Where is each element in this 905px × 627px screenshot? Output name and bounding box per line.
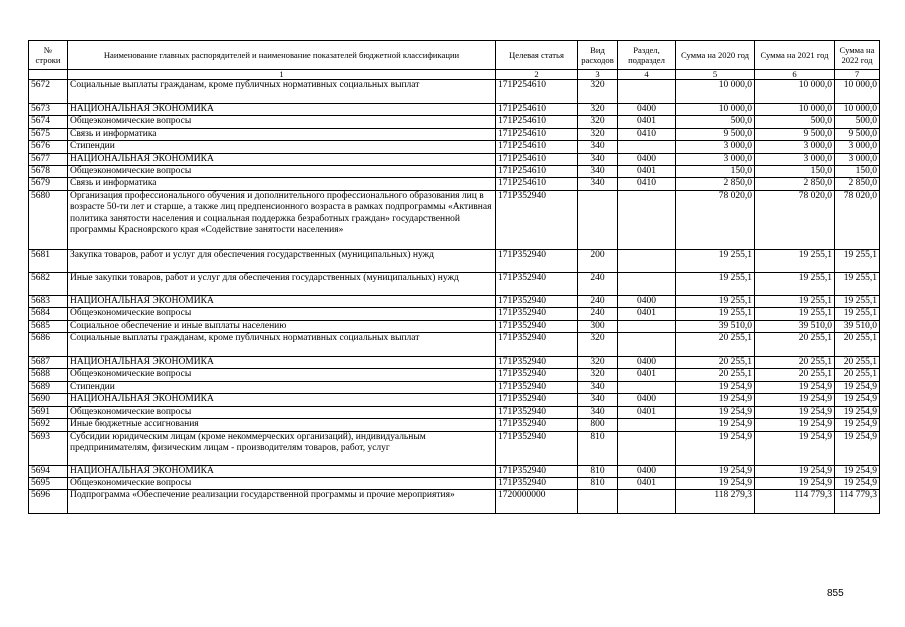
row-sum-2020: 19 255,1	[676, 308, 755, 320]
row-sum-2020: 19 254,9	[676, 381, 755, 393]
row-sum-2022: 20 255,1	[835, 357, 880, 369]
row-number: 5680	[29, 190, 68, 249]
row-sum-2020: 10 000,0	[676, 80, 755, 104]
row-number: 5681	[29, 249, 68, 272]
row-name: НАЦИОНАЛЬНАЯ ЭКОНОМИКА	[68, 295, 496, 307]
row-type: 340	[578, 178, 618, 190]
row-sum-2022: 39 510,0	[835, 320, 880, 332]
row-type	[578, 490, 618, 514]
row-sum-2020: 19 254,9	[676, 465, 755, 477]
row-sum-2020: 500,0	[676, 116, 755, 128]
row-number: 5687	[29, 357, 68, 369]
row-sum-2022: 19 254,9	[835, 465, 880, 477]
row-section	[618, 490, 676, 514]
table-row	[29, 128, 880, 140]
row-sum-2020: 3 000,0	[676, 153, 755, 165]
row-type: 200	[578, 249, 618, 272]
row-sum-2021: 19 255,1	[755, 249, 835, 272]
row-type: 340	[578, 166, 618, 178]
page-number: 855	[827, 588, 844, 599]
row-number: 5692	[29, 419, 68, 431]
row-name: Иные бюджетные ассигнования	[68, 419, 496, 431]
row-section: 0401	[618, 308, 676, 320]
row-number: 5690	[29, 394, 68, 406]
row-target: 171P352940	[496, 394, 578, 406]
table-row	[29, 320, 880, 332]
row-sum-2022: 500,0	[835, 116, 880, 128]
row-number: 5693	[29, 431, 68, 465]
column-number: 1	[68, 70, 496, 80]
row-name: Стипендии	[68, 141, 496, 153]
row-number: 5672	[29, 80, 68, 104]
row-target: 171P352940	[496, 406, 578, 418]
row-number: 5678	[29, 166, 68, 178]
row-type	[578, 190, 618, 249]
column-number: 4	[618, 70, 676, 80]
row-number: 5689	[29, 381, 68, 393]
row-sum-2021: 39 510,0	[755, 320, 835, 332]
row-sum-2021: 19 254,9	[755, 419, 835, 431]
column-number: 2	[496, 70, 578, 80]
row-section	[618, 333, 676, 357]
row-section	[618, 190, 676, 249]
row-target: 171P352940	[496, 320, 578, 332]
column-numbers-row	[29, 70, 880, 80]
row-sum-2020: 19 254,9	[676, 419, 755, 431]
row-target: 171P254610	[496, 153, 578, 165]
table-row	[29, 477, 880, 489]
row-section: 0401	[618, 406, 676, 418]
row-sum-2020: 19 255,1	[676, 295, 755, 307]
row-type: 320	[578, 80, 618, 104]
row-sum-2022: 78 020,0	[835, 190, 880, 249]
row-target: 171P254610	[496, 116, 578, 128]
row-section: 0401	[618, 166, 676, 178]
row-number: 5696	[29, 490, 68, 514]
row-sum-2022: 20 255,1	[835, 333, 880, 357]
row-number: 5674	[29, 116, 68, 128]
row-name: НАЦИОНАЛЬНАЯ ЭКОНОМИКА	[68, 153, 496, 165]
row-type: 340	[578, 141, 618, 153]
header-sum-2021: Сумма на 2021 год	[755, 41, 835, 70]
table-row	[29, 431, 880, 465]
row-target: 171P352940	[496, 357, 578, 369]
row-section	[618, 272, 676, 295]
row-sum-2021: 150,0	[755, 166, 835, 178]
header-section: Раздел, подраздел	[618, 41, 676, 70]
row-type: 320	[578, 369, 618, 381]
table-row	[29, 308, 880, 320]
header-name: Наименование главных распорядителей и наименование показателей бюджетной классификации	[68, 41, 496, 70]
row-name: Социальные выплаты гражданам, кроме публичных нормативных социальных выплат	[68, 333, 496, 357]
row-section: 0401	[618, 477, 676, 489]
header-row-no: № строки	[29, 41, 68, 70]
row-number: 5695	[29, 477, 68, 489]
row-type: 810	[578, 477, 618, 489]
row-number: 5677	[29, 153, 68, 165]
row-type: 800	[578, 419, 618, 431]
row-name: Закупка товаров, работ и услуг для обеспечения государственных (муниципальных) нужд	[68, 249, 496, 272]
row-sum-2022: 19 255,1	[835, 308, 880, 320]
row-sum-2020: 9 500,0	[676, 128, 755, 140]
row-section	[618, 80, 676, 104]
table-header-row	[29, 41, 880, 70]
row-name: Стипендии	[68, 381, 496, 393]
row-sum-2020: 2 850,0	[676, 178, 755, 190]
row-sum-2020: 39 510,0	[676, 320, 755, 332]
budget-table	[28, 40, 880, 514]
row-sum-2022: 150,0	[835, 166, 880, 178]
row-name: Общеэкономические вопросы	[68, 477, 496, 489]
row-target: 171P254610	[496, 178, 578, 190]
table-row	[29, 153, 880, 165]
row-name: Связь и информатика	[68, 178, 496, 190]
row-sum-2022: 9 500,0	[835, 128, 880, 140]
row-sum-2021: 19 254,9	[755, 465, 835, 477]
row-sum-2022: 19 254,9	[835, 381, 880, 393]
row-target: 171P254610	[496, 141, 578, 153]
row-number: 5679	[29, 178, 68, 190]
row-target: 171P352940	[496, 190, 578, 249]
row-sum-2021: 78 020,0	[755, 190, 835, 249]
row-section: 0400	[618, 104, 676, 116]
row-name: НАЦИОНАЛЬНАЯ ЭКОНОМИКА	[68, 357, 496, 369]
row-sum-2021: 19 254,9	[755, 406, 835, 418]
row-section: 0400	[618, 465, 676, 477]
row-sum-2020: 19 254,9	[676, 477, 755, 489]
row-name: Иные закупки товаров, работ и услуг для обеспечения государственных (муниципальных) нужд	[68, 272, 496, 295]
row-sum-2022: 20 255,1	[835, 369, 880, 381]
row-sum-2022: 10 000,0	[835, 80, 880, 104]
row-section	[618, 381, 676, 393]
column-number: 6	[755, 70, 835, 80]
row-name: Социальные выплаты гражданам, кроме публичных нормативных социальных выплат	[68, 80, 496, 104]
row-sum-2021: 10 000,0	[755, 104, 835, 116]
row-type: 340	[578, 381, 618, 393]
row-section: 0410	[618, 128, 676, 140]
row-type: 340	[578, 406, 618, 418]
row-section: 0400	[618, 153, 676, 165]
column-number: 5	[676, 70, 755, 80]
row-type: 300	[578, 320, 618, 332]
row-sum-2020: 10 000,0	[676, 104, 755, 116]
table-row	[29, 104, 880, 116]
row-name: НАЦИОНАЛЬНАЯ ЭКОНОМИКА	[68, 394, 496, 406]
row-sum-2021: 20 255,1	[755, 369, 835, 381]
table-row	[29, 272, 880, 295]
row-sum-2020: 19 254,9	[676, 394, 755, 406]
row-section: 0400	[618, 357, 676, 369]
row-sum-2020: 20 255,1	[676, 333, 755, 357]
table-row	[29, 333, 880, 357]
row-sum-2022: 19 255,1	[835, 272, 880, 295]
row-number: 5684	[29, 308, 68, 320]
header-sum-2022: Сумма на 2022 год	[835, 41, 880, 70]
row-sum-2022: 3 000,0	[835, 153, 880, 165]
row-sum-2020: 19 254,9	[676, 406, 755, 418]
row-type: 240	[578, 308, 618, 320]
row-type: 810	[578, 465, 618, 477]
row-sum-2021: 19 254,9	[755, 477, 835, 489]
table-row	[29, 295, 880, 307]
row-sum-2022: 3 000,0	[835, 141, 880, 153]
table-row	[29, 490, 880, 514]
row-sum-2020: 78 020,0	[676, 190, 755, 249]
row-section	[618, 141, 676, 153]
row-name: Организация профессионального обучения и дополнительного профессионального образования лиц в возрасте 50-ти лет и старше, а также лиц предпенсионного возраста в рамках подпрограммы «Активная политика занятости населения и социальная поддержка безработных граждан» государственной программы Красноярского края «Содействие занятости населения»	[68, 190, 496, 249]
row-number: 5682	[29, 272, 68, 295]
table-row	[29, 406, 880, 418]
table-row	[29, 369, 880, 381]
header-type: Вид расходов	[578, 41, 618, 70]
row-section	[618, 431, 676, 465]
row-number: 5685	[29, 320, 68, 332]
row-target: 171P254610	[496, 166, 578, 178]
row-name: Подпрограмма «Обеспечение реализации государственной программы и прочие мероприятия»	[68, 490, 496, 514]
table-row	[29, 249, 880, 272]
row-type: 340	[578, 153, 618, 165]
row-sum-2022: 19 255,1	[835, 249, 880, 272]
row-number: 5691	[29, 406, 68, 418]
row-target: 1720000000	[496, 490, 578, 514]
row-sum-2022: 19 254,9	[835, 431, 880, 465]
table-row	[29, 178, 880, 190]
row-section: 0400	[618, 394, 676, 406]
row-sum-2022: 19 254,9	[835, 477, 880, 489]
row-sum-2022: 19 254,9	[835, 406, 880, 418]
row-sum-2022: 2 850,0	[835, 178, 880, 190]
row-name: Субсидии юридическим лицам (кроме некоммерческих организаций), индивидуальным предпринимателям, физическим лицам - производителям товаров, работ, услуг	[68, 431, 496, 465]
row-number: 5694	[29, 465, 68, 477]
row-sum-2021: 3 000,0	[755, 141, 835, 153]
row-sum-2020: 150,0	[676, 166, 755, 178]
row-type: 320	[578, 116, 618, 128]
row-target: 171P352940	[496, 249, 578, 272]
row-number: 5688	[29, 369, 68, 381]
row-name: Общеэкономические вопросы	[68, 406, 496, 418]
row-name: Общеэкономические вопросы	[68, 116, 496, 128]
row-section: 0401	[618, 369, 676, 381]
row-sum-2020: 118 279,3	[676, 490, 755, 514]
row-name: НАЦИОНАЛЬНАЯ ЭКОНОМИКА	[68, 465, 496, 477]
row-type: 320	[578, 333, 618, 357]
row-number: 5676	[29, 141, 68, 153]
row-sum-2022: 10 000,0	[835, 104, 880, 116]
row-type: 240	[578, 295, 618, 307]
row-type: 320	[578, 104, 618, 116]
row-sum-2022: 19 254,9	[835, 394, 880, 406]
table-row	[29, 166, 880, 178]
row-section	[618, 320, 676, 332]
row-name: Социальное обеспечение и иные выплаты населению	[68, 320, 496, 332]
row-number: 5686	[29, 333, 68, 357]
row-target: 171P352940	[496, 369, 578, 381]
row-sum-2021: 19 255,1	[755, 308, 835, 320]
row-target: 171P254610	[496, 80, 578, 104]
row-sum-2021: 2 850,0	[755, 178, 835, 190]
table-row	[29, 357, 880, 369]
row-sum-2022: 19 254,9	[835, 419, 880, 431]
row-section: 0400	[618, 295, 676, 307]
row-sum-2021: 20 255,1	[755, 357, 835, 369]
row-sum-2021: 114 779,3	[755, 490, 835, 514]
row-type: 320	[578, 357, 618, 369]
row-target: 171P352940	[496, 419, 578, 431]
table-row	[29, 465, 880, 477]
row-name: НАЦИОНАЛЬНАЯ ЭКОНОМИКА	[68, 104, 496, 116]
row-type: 240	[578, 272, 618, 295]
header-target: Целевая статья	[496, 41, 578, 70]
row-sum-2020: 3 000,0	[676, 141, 755, 153]
row-sum-2022: 114 779,3	[835, 490, 880, 514]
row-sum-2021: 19 255,1	[755, 295, 835, 307]
table-row	[29, 381, 880, 393]
row-target: 171P352940	[496, 431, 578, 465]
column-number: 3	[578, 70, 618, 80]
row-number: 5673	[29, 104, 68, 116]
column-number: 7	[835, 70, 880, 80]
table-row	[29, 116, 880, 128]
row-section	[618, 249, 676, 272]
table-row	[29, 419, 880, 431]
row-target: 171P352940	[496, 477, 578, 489]
row-sum-2021: 3 000,0	[755, 153, 835, 165]
column-number	[29, 70, 68, 80]
row-name: Связь и информатика	[68, 128, 496, 140]
row-target: 171P352940	[496, 308, 578, 320]
row-section	[618, 419, 676, 431]
row-number: 5683	[29, 295, 68, 307]
row-sum-2021: 20 255,1	[755, 333, 835, 357]
table-row	[29, 80, 880, 104]
row-type: 320	[578, 128, 618, 140]
row-sum-2020: 19 254,9	[676, 431, 755, 465]
row-target: 171P352940	[496, 295, 578, 307]
row-target: 171P352940	[496, 381, 578, 393]
row-type: 340	[578, 394, 618, 406]
table-row	[29, 394, 880, 406]
row-target: 171P352940	[496, 465, 578, 477]
row-section: 0401	[618, 116, 676, 128]
row-number: 5675	[29, 128, 68, 140]
row-sum-2020: 19 255,1	[676, 249, 755, 272]
row-name: Общеэкономические вопросы	[68, 166, 496, 178]
row-section: 0410	[618, 178, 676, 190]
table-row	[29, 190, 880, 249]
header-sum-2020: Сумма на 2020 год	[676, 41, 755, 70]
row-sum-2021: 500,0	[755, 116, 835, 128]
row-target: 171P352940	[496, 333, 578, 357]
row-sum-2021: 19 255,1	[755, 272, 835, 295]
row-sum-2021: 9 500,0	[755, 128, 835, 140]
row-sum-2021: 10 000,0	[755, 80, 835, 104]
row-target: 171P352940	[496, 272, 578, 295]
row-sum-2022: 19 255,1	[835, 295, 880, 307]
row-target: 171P254610	[496, 128, 578, 140]
row-sum-2021: 19 254,9	[755, 394, 835, 406]
row-type: 810	[578, 431, 618, 465]
table-row	[29, 141, 880, 153]
row-sum-2020: 19 255,1	[676, 272, 755, 295]
row-sum-2020: 20 255,1	[676, 357, 755, 369]
row-target: 171P254610	[496, 104, 578, 116]
row-name: Общеэкономические вопросы	[68, 369, 496, 381]
row-name: Общеэкономические вопросы	[68, 308, 496, 320]
row-sum-2020: 20 255,1	[676, 369, 755, 381]
row-sum-2021: 19 254,9	[755, 431, 835, 465]
row-sum-2021: 19 254,9	[755, 381, 835, 393]
